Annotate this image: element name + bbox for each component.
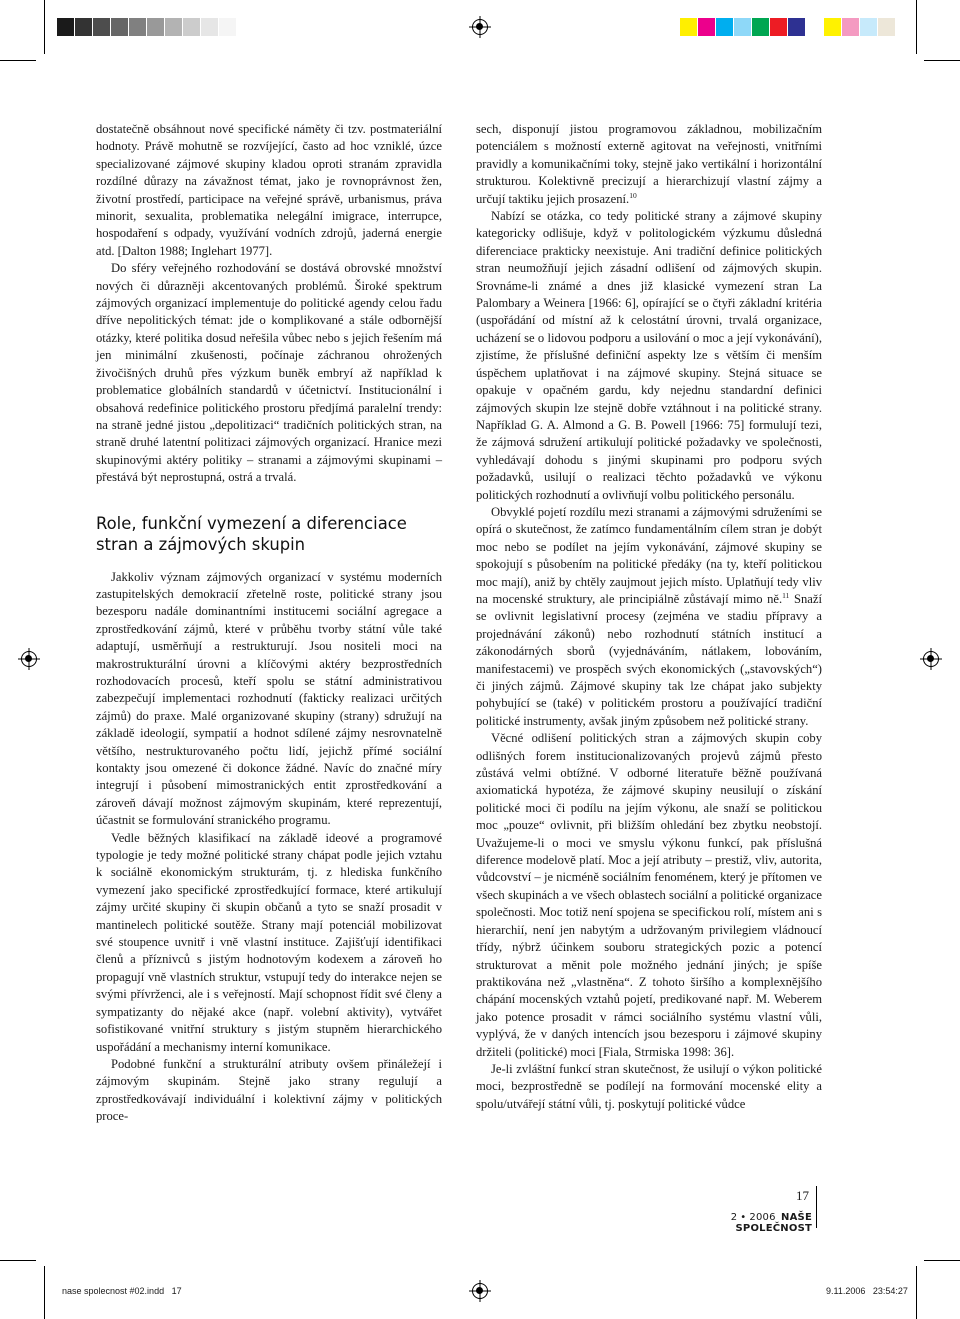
gray-patch [219, 18, 237, 36]
gray-patch [93, 18, 111, 36]
footnote-ref[interactable]: 10 [629, 190, 637, 200]
color-calibration-bar [680, 18, 896, 36]
body-paragraph [476, 1061, 822, 1113]
paragraph-text: sech, disponují jistou programovou základnou, mobilizačním potenciálem s možností externě agitovat na veřejnosti, vnitřními pravidly a komunikačními toky, stejně jako vertikální i horizontální strukturou. Kolektivně precizují a hierarchizují vlastní zájmy a určují taktiku jejich prosazení. [476, 122, 822, 206]
gray-patch [165, 18, 183, 36]
body-paragraph [476, 208, 822, 504]
color-patch [734, 18, 752, 36]
crop-mark [44, 1266, 45, 1319]
color-patch [716, 18, 734, 36]
color-patch [680, 18, 698, 36]
crop-mark [0, 60, 36, 61]
color-patch [806, 18, 824, 36]
body-paragraph [476, 730, 822, 1061]
body-paragraph: dostatečně obsáhnout nové specifické náměty či tzv. postmateriální hodnoty. Právě mohutně se rozvíjející, často ad hoc vzniklé, úzce specializované zájmové skupiny kladou oproti stranám zpravidla rozdílné důrazy na závažnost témat, jako je rovnoprávnost žen, životní prostředí, participace na veřejné správě, urbanismus, práva minorit, sexualita, problematika nelegální imigrace, interrupce, hospodaření s odpady, využívání vodních zdrojů, jaderná energie atd. [Dalton 1988; Inglehart 1977]. [96, 122, 442, 258]
color-patch [842, 18, 860, 36]
gray-patch [201, 18, 219, 36]
gray-patch [129, 18, 147, 36]
registration-mark-icon [923, 651, 939, 667]
slug-timestamp: 9.11.2006 23:54:27 [826, 1286, 908, 1296]
body-paragraph [476, 121, 822, 208]
crop-mark [916, 0, 917, 54]
color-patch [698, 18, 716, 36]
body-paragraph [476, 504, 822, 730]
gray-patch [111, 18, 129, 36]
body-paragraph: Podobné funkční a strukturální atributy ovšem přináležejí i zájmovým skupinám. Stejně jako strany regulují a zprostředkovávají individuální i kolektivní zájmy v politických proce- [96, 1056, 442, 1124]
color-patch [878, 18, 896, 36]
body-paragraph: Vedle běžných klasifikací na základě ideové a programové typologie je tedy možné politické strany chápat podle jejich vztahu k sociálně ekonomickým strukturám, tj. z hlediska funkčního vymezení jako specifické zprostředkující formace, které artikulují zájmy určité skupiny či skupin občanů a tyto se snaží prosadit v mantinelech politické soutěže. Strany mají potenciál mobilizovat své stoupence uvnitř i vně vlastní instituce. Zajišťují identifikaci členů a příznivců s jistým hodnotovým kodexem a zároveň ho propagují vně vlastních struktur, vstupují tedy do interakce nejen se svými přívrženci, ale i s veřejností. Mají schopnost řídit své členy a sympatizanty do nějaké akce (např. volební aktivity), vytvářet sofistikované vnitřní struktury s jistým stupněm hierarchického uspořádání a mechanismy interní komunikace. [96, 830, 442, 1054]
issue-number: 2 [730, 1212, 738, 1223]
paragraph-text: Je-li zvláštní funkcí stran skutečnost, že usilují o výkon politické moci, bezprostředně se podílejí na formování mocenské elity a spolu/utvářejí státní vůli, tj. poskytují politické vůdce [476, 1061, 822, 1111]
separator-dot: • [740, 1212, 747, 1223]
section-heading: Role, funkční vymezení a diferenciace stran a zájmových skupin [96, 513, 407, 554]
gray-patch [57, 18, 75, 36]
body-paragraph: Do sféry veřejného rozhodování se dostává obrovské množství nových či důrazněji akcentovaných problémů. Široké spektrum zájmových organizací implementuje do politické agendy celou řadu dříve nepolitických témat: jde o komplikované a stále odbornější otázky, které politika dosud neřešila vůbec nebo s jejich řešením má jen minimální zkušenosti, počínaje záchranou ohrožených živočišných druhů přes výzkum buněk embryí až například k problematice globálních standardů v účetnictví. Institucionální i obsahová redefinice politického prostoru předjímá paralelní trendy: na straně jedné jistou „depolitizaci“ tradičních politických stran, na straně druhé latentní politizaci zájmových organizací. Hranice mezi skupinovými aktéry politiky – stranami a zájmovými skupinami – přestává být neprostupná, ostrá a trvalá. [96, 261, 442, 485]
paragraph-text: Nabízí se otázka, co tedy politické strany a zájmové skupiny kategoricky odlišuje, když v politologickém výzkumu důsledná diferenciace prakticky neexistuje. Ani tradiční definice politických stran neumožňují jejich zásadní odlišení od zájmových skupin. Srovnáme-li známé a dnes již klasické vymezení stran La Palombary a Weinera [1966: 6], opírající se o čtyři základní kritéria (uspořádání od místní až k celostátní úrovni, trvalá organizace, ucházení se o lidovou podporu a usilování o moc a její vykonávání), zjistíme, že příslušné definiční aspekty lze s větším či menším úspěchem uplatňovat i na zájmové skupiny. Stejná situace se opakuje v opačném gardu, kdy nejednu standardní definici zájmových skupin lze stejně dobře vztáhnout i na politické strany. Například G. A. Almond a G. B. Powell [1966: 75] formulují tezi, že zájmová sdružení artikulují politické požadavky ve společnosti, vyhledávají dohodu s jinými skupinami pro podporu svých požadavků, usilují o realizaci těchto požadavků ve výkonu politických rozhodnutí a ovlivňují volbu politického personálu. [476, 209, 822, 502]
color-patch [770, 18, 788, 36]
color-patch [824, 18, 842, 36]
paragraph-text: Věcné odlišení politických stran a zájmových skupin coby odlišných forem institucionalizovaných projevů zájmů přesto zůstává velmi obtížné. V odborné literatuře běžně používaná axiomatická hypotéza, že zájmové skupiny neusilují o získání politické moci či podílu na jejím výkonu, ale snaží se politickou moc „pouze“ ovlivnit, při bližším ohledání bez zbytku neobstojí. Uvažujeme-li o moci ve smyslu výkonu funkcí, pak příslušná diference modelově platí. Moc a její atributy – prestiž, vliv, autorita, vůdcovství – je nicméně sociálním fenoménem, který je přítomen ve všech skupinách a ve všech oblastech sociální a politické organizace společnosti. Moc totiž není spojena se specifickou rolí, místem ani s hierarchií, není jen nabytým a udržovaným privilegiem vládnoucí třídy, nýbrž účinkem souboru strategických pozic a potencí strukturovat a měnit pole možného jednání jiných; je spíše praktikována než „vlastněna“. Z tohoto širšího a komplexnějšího chápání mocenských vztahů pojetí, predikované např. M. Weberem jako potence prosadit v rámci sociálního systému vlastní vůli, vyplývá, že v daných intencích jsou bezesporu i zájmové skupiny držiteli (politické) moci [Fiala, Strmiska 1998: 36]. [476, 731, 822, 1059]
slug-filename: nase spolecnost #02.indd 17 [62, 1286, 182, 1296]
journal-name: NAŠE SPOLEČNOST [735, 1212, 812, 1234]
crop-mark [44, 0, 45, 54]
color-patch [788, 18, 806, 36]
page-number-rule [816, 1186, 817, 1228]
footnote-ref[interactable]: 11 [782, 590, 790, 600]
gray-patch [183, 18, 201, 36]
crop-mark [924, 60, 960, 61]
registration-mark-icon [472, 19, 488, 35]
page-number: 17 [796, 1188, 809, 1203]
paragraph-text: Obvyklé pojetí rozdílu mezi stranami a zájmovými sdruženími se opírá o skutečnost, že zatímco fundamentálním cílem stran je dobýt moc nebo se podílet na jejím vykonávání, zájmové skupiny se spokojují s působením na politické předáky (na ty, kteří politickou moc mají), aniž by chtěly zaujmout jejich místo. Uplatňují tedy vliv na mocenské struktury, ale principiálně zůstávají mimo ně. [476, 504, 822, 606]
left-text-column [96, 121, 442, 1126]
gray-patch [75, 18, 93, 36]
gray-calibration-bar [57, 18, 237, 36]
paragraph-text: Snaží se ovlivnit legislativní procesy (zejména ve stadiu přípravy a projednávání zákonů) nebo rozhodnutí státních institucí a zákonodárných sborů (vyjednáváním, nátlakem, lobováním, manifestacemi) ve prospěch svých ekonomických („stavovských“) či jiných zájmů. Zájmové skupiny tak lze chápat jako subjekty pohybující se (také) v politickém prostoru a používající tradiční politické instrumenty, avšak jiným způsobem než politické strany. [476, 591, 822, 728]
crop-mark [924, 1260, 960, 1261]
crop-mark [0, 1260, 36, 1261]
running-footer [660, 1212, 812, 1234]
color-patch [752, 18, 770, 36]
right-text-column [476, 121, 822, 1113]
body-paragraph: Jakkoliv význam zájmových organizací v systému moderních zastupitelských demokracií zřetelně roste, politické strany jsou bezesporu nadále dominantními institucemi sociální agregace a zprostředkování zájmů, které v průběhu tvorby státní vůle také adaptují, usměrňují a restrukturují. Jsou nositeli moci na makrostrukturální úrovni a klíčovými aktéry bezprostředních rozhodovacích procesů, kteří spolu se státní administrativou zabezpečují implementaci rozhodnutí (fakticky realizaci určitých zájmů) do praxe. Malé organizované skupiny (strany) sdružují na základě ideologií, sympatií a hodnot sdílené zájmy nesrovnatelně většího, nestrukturovaného počtu lidí, jejichž přímé sociální kontakty jsou omezené či dokonce žádné. Navíc do značné míry integrují i působení mimostranických entit zprostředkování a zároveň dávají možnost zájmovým skupinám, které reprezentují, účastnit se formulování stranického programu. [96, 569, 442, 828]
registration-mark-icon [472, 1283, 488, 1299]
color-patch [860, 18, 878, 36]
crop-mark [916, 1266, 917, 1319]
gray-patch [147, 18, 165, 36]
registration-mark-icon [21, 651, 37, 667]
issue-year: 2006 [749, 1212, 776, 1223]
